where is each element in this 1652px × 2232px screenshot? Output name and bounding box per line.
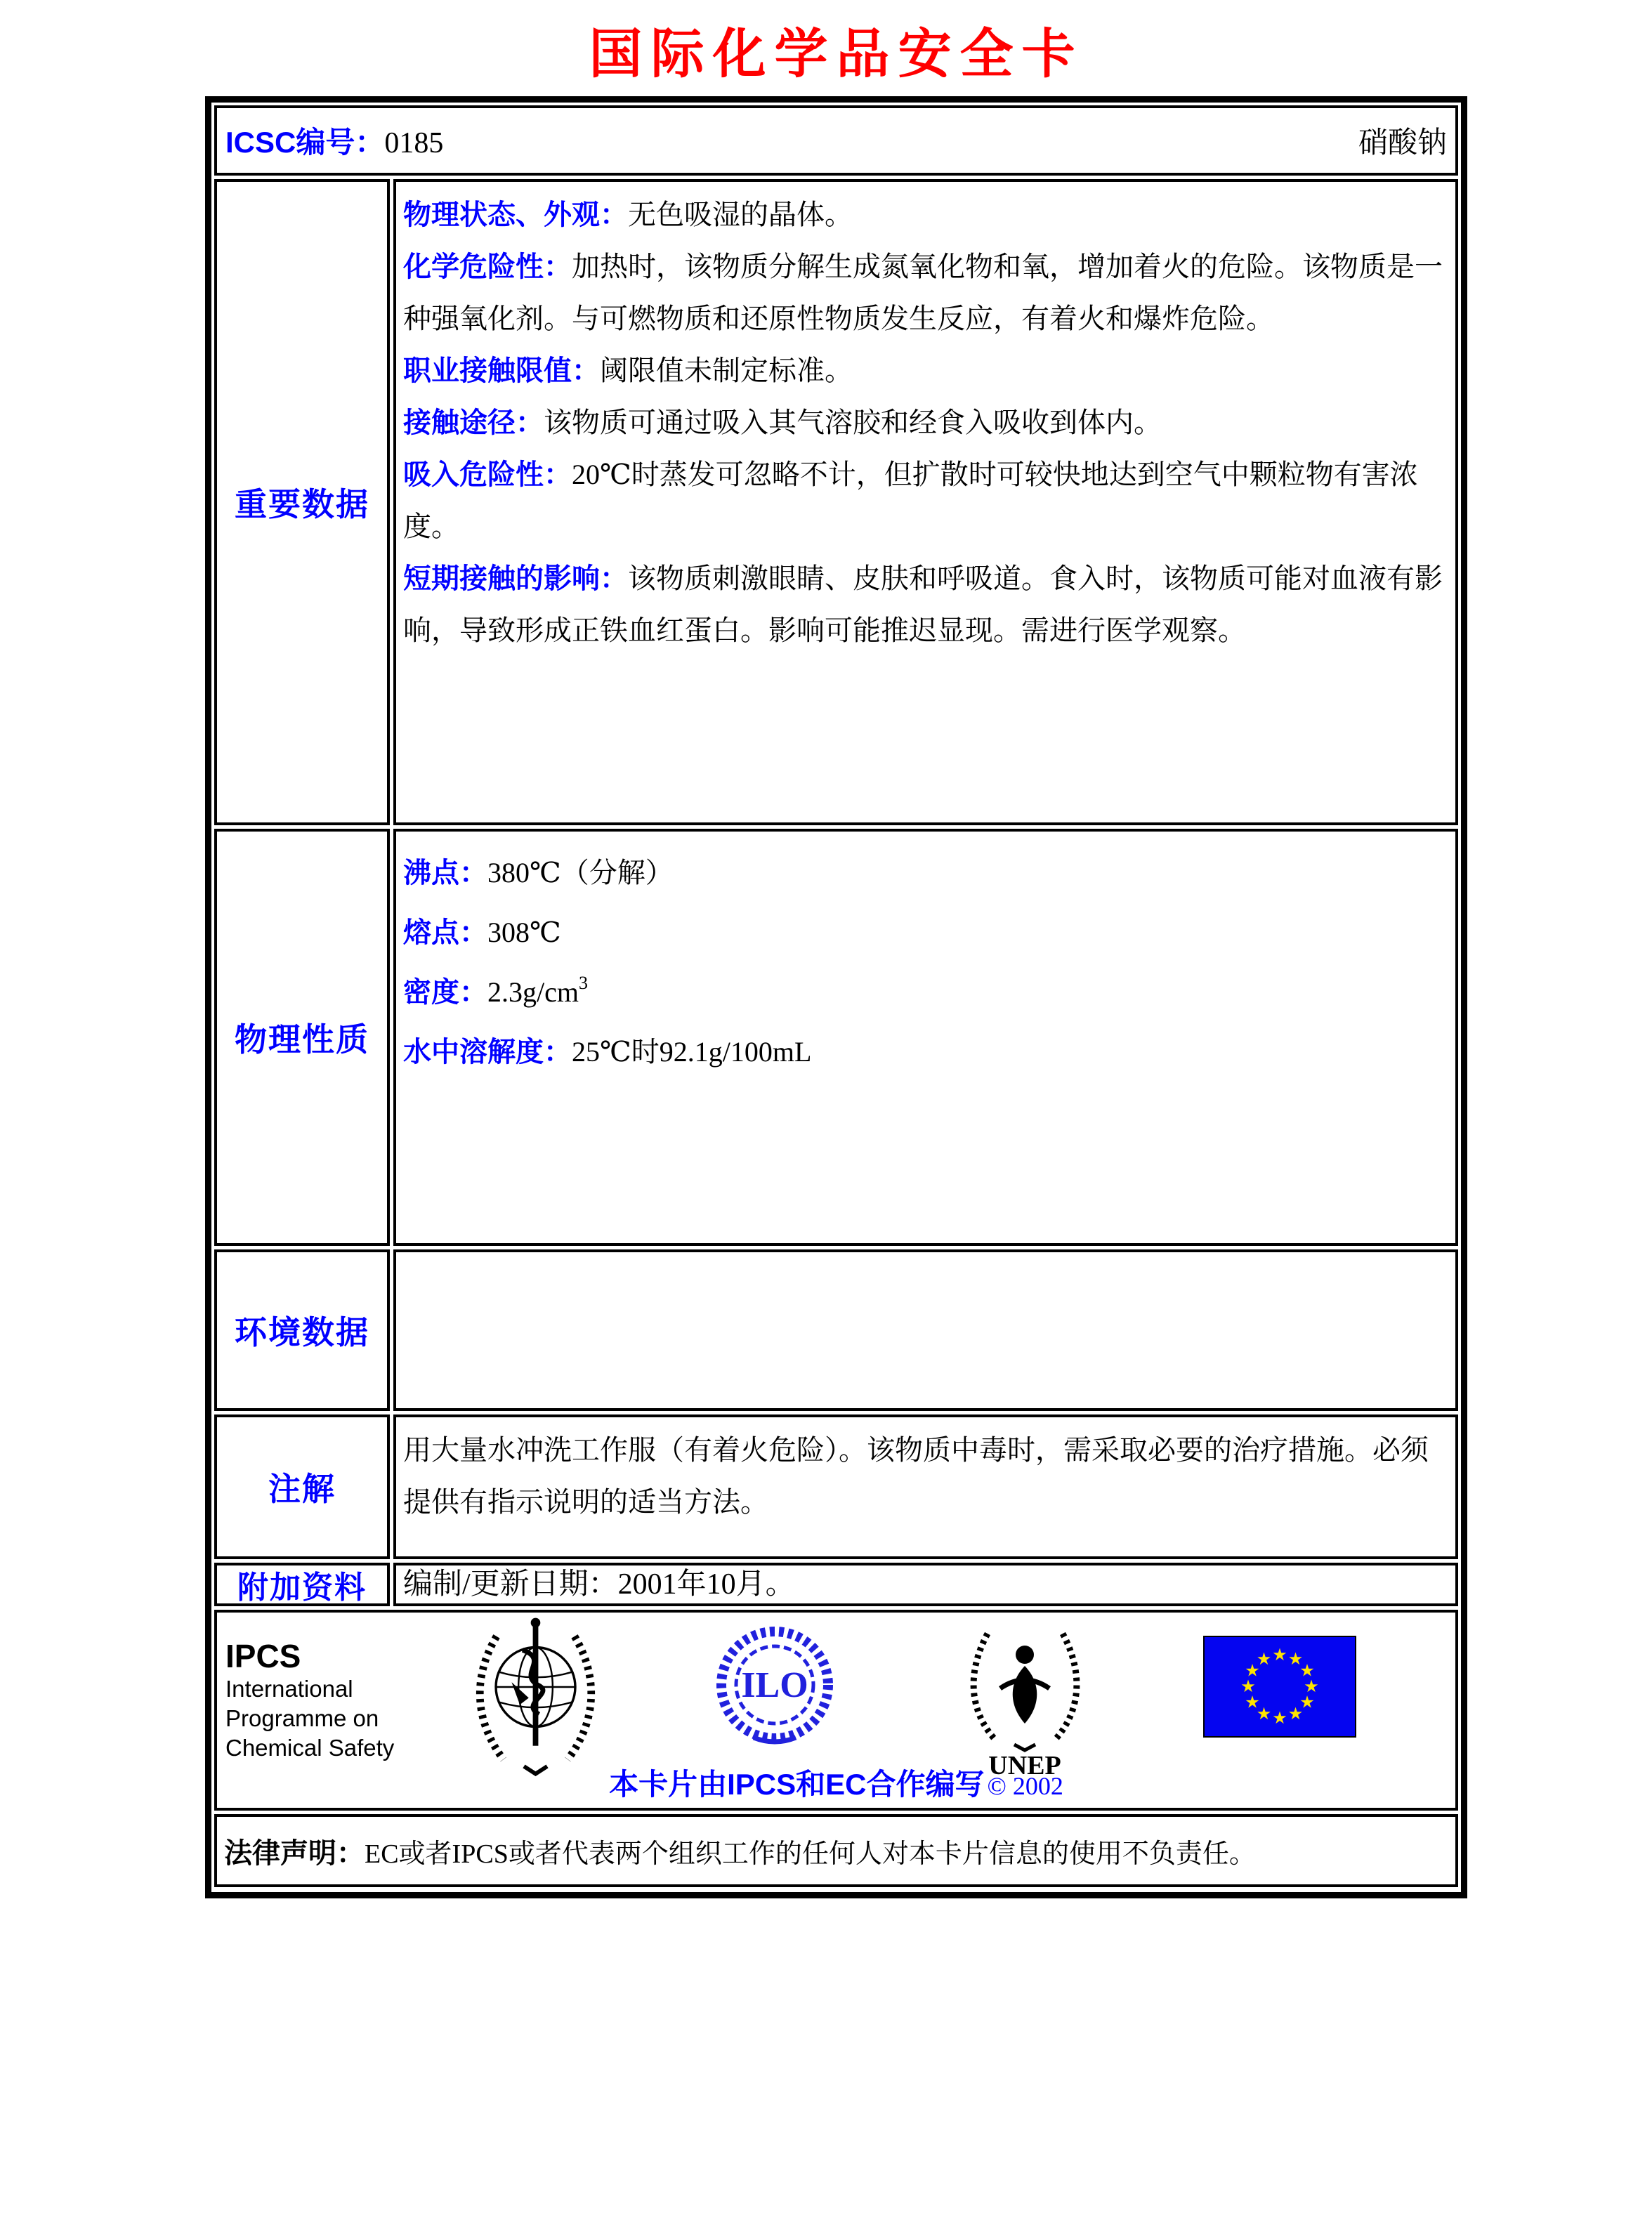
page-title: 国际化学品安全卡 [589, 22, 1084, 85]
svg-text:★: ★ [1256, 1649, 1272, 1669]
entry-label: 接触途径： [403, 407, 544, 438]
important-entry [403, 345, 1448, 397]
notes-label: 注解 [268, 1471, 336, 1507]
physical-entry [403, 958, 1448, 1018]
unep-logo-icon [964, 1621, 1087, 1780]
entry-text: 无色吸湿的晶体。 [628, 199, 853, 230]
physical-entry [403, 1018, 1448, 1077]
entry-text: 该物质刺激眼睛、皮肤和呼吸道。食入时，该物质可能对血液有影响，导致形成正铁血红蛋白。影响可能推迟显现。需进行医学观察。 [403, 563, 1443, 646]
entry-superscript: 3 [578, 973, 588, 993]
svg-text:★: ★ [1272, 1645, 1287, 1665]
important-data-label-cell [214, 179, 390, 825]
header-cell [214, 105, 1458, 176]
entry-label: 水中溶解度： [403, 1037, 572, 1068]
entry-value: 2.3g/cm [487, 976, 579, 1008]
icsc-number-value: 0185 [384, 127, 444, 159]
important-entry [403, 189, 1448, 241]
entry-value: 25℃时92.1g/100mL [572, 1036, 812, 1068]
environmental-data-label-cell [214, 1249, 390, 1411]
icsc-number-label: ICSC编号： [225, 126, 385, 159]
footer-caption [217, 1761, 1455, 1804]
svg-text:★: ★ [1304, 1676, 1319, 1696]
svg-text:★: ★ [1256, 1704, 1272, 1724]
header-row [214, 105, 1458, 176]
physical-properties-row [214, 829, 1458, 1246]
additional-info-text: 编制/更新日期：2001年10月。 [403, 1568, 795, 1601]
physical-entry [403, 898, 1448, 958]
entry-text: 该物质可通过吸入其气溶胶和经食入吸收到体内。 [544, 407, 1162, 438]
ipcs-acronym: IPCS [225, 1638, 301, 1674]
who-logo-icon [471, 1617, 601, 1785]
important-data-label: 重要数据 [235, 486, 369, 523]
environmental-data-label: 环境数据 [235, 1314, 369, 1351]
entry-label: 密度： [403, 977, 487, 1008]
legal-cell [214, 1814, 1458, 1887]
ipcs-line: International [225, 1676, 353, 1702]
additional-info-content [393, 1563, 1458, 1606]
icsc-number-group [225, 119, 443, 162]
eu-flag-icon [1203, 1636, 1356, 1741]
important-entry [403, 241, 1448, 345]
additional-info-label-cell [214, 1563, 390, 1606]
legal-text-block [224, 1831, 1256, 1871]
legal-label: 法律声明： [224, 1837, 365, 1869]
additional-info-row [214, 1563, 1458, 1606]
ilo-logo-icon [712, 1625, 838, 1752]
entry-label: 短期接触的影响： [403, 563, 628, 594]
icsc-card [205, 96, 1467, 1898]
entry-label: 沸点： [403, 858, 487, 888]
important-data-row [214, 179, 1458, 825]
entry-label: 职业接触限值： [403, 355, 600, 386]
notes-text: 用大量水冲洗工作服（有着火危险）。该物质中毒时，需采取必要的治疗措施。必须提供有指示说明的适当方法。 [403, 1434, 1429, 1518]
svg-text:★: ★ [1240, 1676, 1256, 1696]
important-entry [403, 397, 1448, 449]
entry-text: 20℃时蒸发可忽略不计，但扩散时可较快地达到空气中颗粒物有害浓度。 [403, 459, 1418, 542]
svg-text:★: ★ [1287, 1704, 1304, 1724]
environmental-data-row [214, 1249, 1458, 1411]
physical-properties-content [393, 829, 1458, 1246]
svg-text:★: ★ [1299, 1692, 1315, 1712]
entry-value: 308℃ [487, 917, 561, 948]
notes-content [393, 1414, 1458, 1559]
important-data-content [393, 179, 1458, 825]
entry-label: 化学危险性： [403, 251, 572, 282]
footer-copyright: © 2002 [987, 1772, 1063, 1800]
svg-text:★: ★ [1299, 1660, 1315, 1681]
entry-label: 吸入危险性： [403, 459, 572, 490]
environmental-data-content [393, 1249, 1458, 1411]
notes-row [214, 1414, 1458, 1559]
svg-text:★: ★ [1245, 1692, 1260, 1712]
entry-label: 物理状态、外观： [403, 199, 628, 230]
important-entry [403, 553, 1448, 657]
substance-name: 硝酸钠 [1358, 127, 1447, 159]
svg-text:★: ★ [1245, 1660, 1260, 1681]
entry-text: 阈限值未制定标准。 [600, 355, 853, 386]
legal-text: EC或者IPCS或者代表两个组织工作的任何人对本卡片信息的使用不负责任。 [365, 1839, 1256, 1869]
entry-label: 熔点： [403, 917, 487, 948]
entry-value: 380℃（分解） [487, 857, 674, 888]
important-entry [403, 449, 1448, 553]
physical-entry [403, 839, 1448, 898]
ipcs-line: Chemical Safety [225, 1735, 395, 1761]
entry-text: 加热时，该物质分解生成氮氧化物和氧，增加着火的危险。该物质是一种强氧化剂。与可燃物质和还原性物质发生反应，有着火和爆炸危险。 [403, 251, 1443, 334]
ipcs-wordmark [225, 1638, 394, 1763]
ilo-logo-text: ILO [741, 1665, 808, 1705]
svg-text:★: ★ [1287, 1649, 1304, 1669]
logos-cell [214, 1610, 1458, 1811]
ipcs-line: Programme on [225, 1705, 379, 1731]
footer-caption-text: 本卡片由IPCS和EC合作编写 [609, 1768, 985, 1801]
physical-properties-label-cell [214, 829, 390, 1246]
additional-info-label: 附加资料 [237, 1570, 367, 1605]
physical-properties-label: 物理性质 [235, 1021, 369, 1058]
logos-row [214, 1610, 1458, 1811]
legal-row [214, 1814, 1458, 1887]
notes-label-cell [214, 1414, 390, 1559]
svg-text:★: ★ [1272, 1708, 1287, 1728]
unep-logo-text: UNEP [988, 1751, 1061, 1777]
